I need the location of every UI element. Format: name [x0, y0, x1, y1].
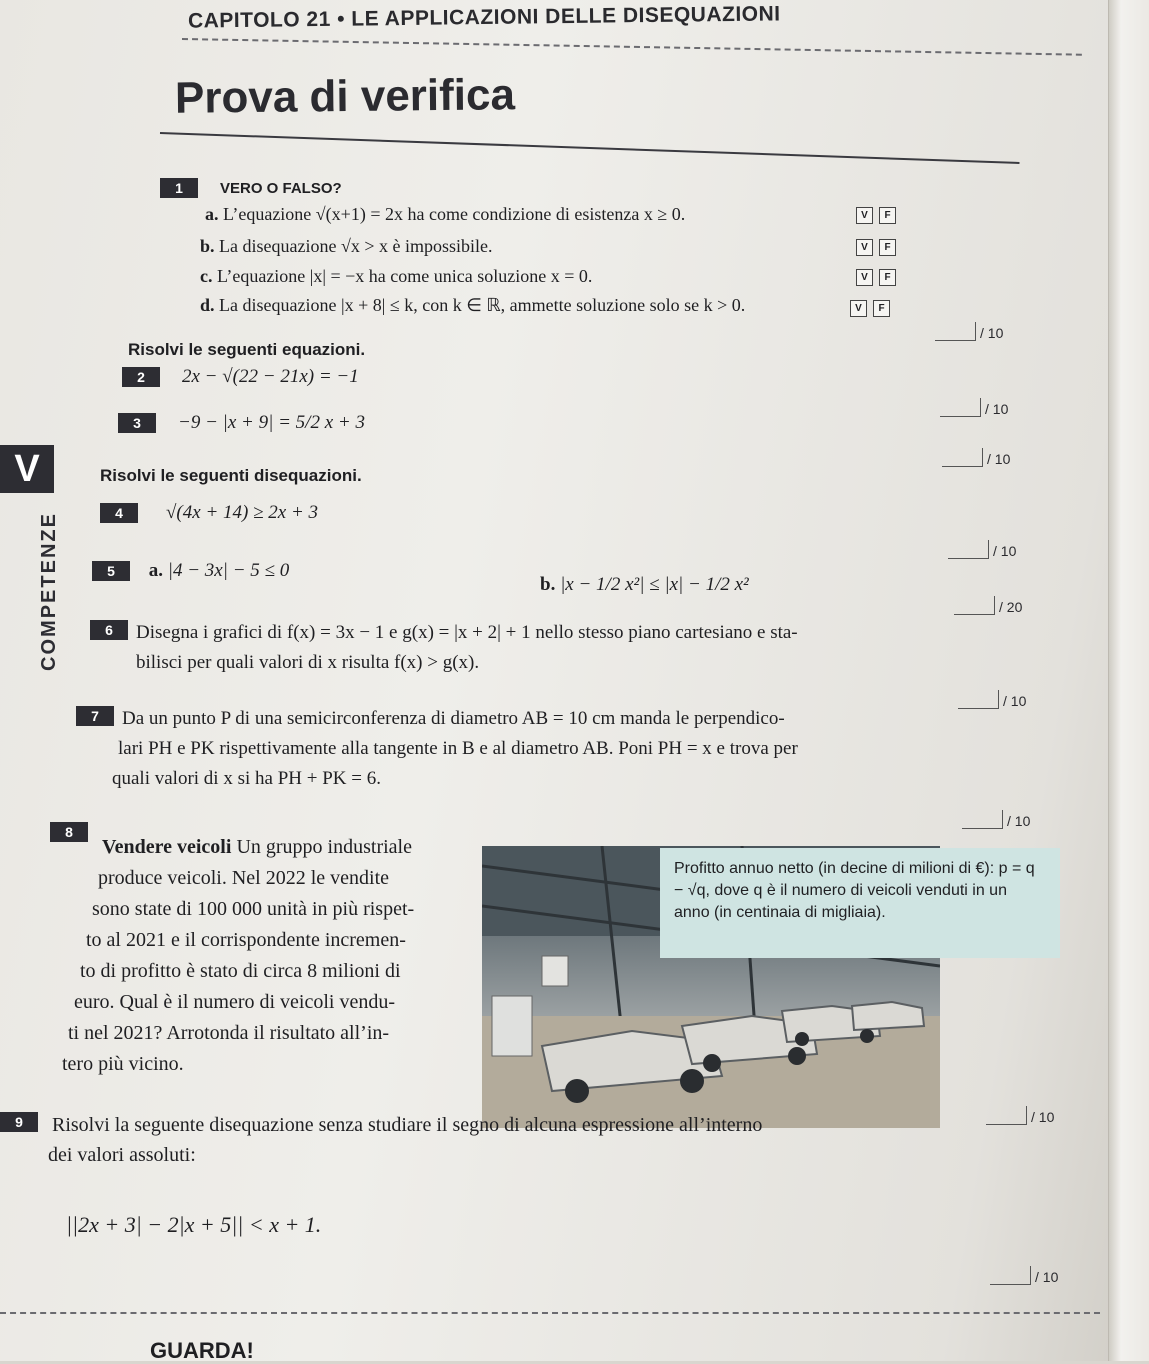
score-box[interactable] — [948, 540, 989, 559]
ex4-number: 4 — [100, 503, 138, 523]
ex3-score: / 10 — [942, 448, 1010, 467]
adjacent-page-edge — [1108, 0, 1149, 1361]
ex2 — [122, 366, 359, 388]
ex8-title: Vendere veicoli — [102, 836, 232, 858]
ex5-number: 5 — [92, 561, 130, 581]
header-divider — [182, 38, 1082, 56]
ex1-item-c: c. L’equazione |x| = −x ha come unica soluzione x = 0. — [200, 266, 593, 286]
ex5-score: / 20 — [954, 596, 1022, 615]
score-box[interactable] — [962, 810, 1003, 829]
ex4 — [100, 502, 318, 524]
ex9-number: 9 — [0, 1112, 38, 1132]
score-box[interactable] — [935, 322, 976, 341]
ex5-b-expression: |x − 1/2 x²| ≤ |x| − 1/2 x² — [560, 574, 749, 595]
ex3 — [118, 412, 365, 434]
false-checkbox[interactable]: F — [879, 207, 896, 224]
inequalities-heading: Risolvi le seguenti disequazioni. — [100, 466, 362, 485]
ex9-expression: ||2x + 3| − 2|x + 5|| < x + 1. — [66, 1212, 322, 1237]
ex5-b: b. |x − 1/2 x²| ≤ |x| − 1/2 x² — [540, 574, 749, 595]
ex6-text: Disegna i grafici di f(x) = 3x − 1 e g(x) = |x + 2| + 1 nello stesso piano cartesiano e sta- bilisci per quali valori di x risulta f(x) > g(x). — [136, 622, 798, 673]
ex1-item-d: d. La disequazione |x + 8| ≤ k, con k ∈ ℝ, ammette soluzione solo se k > 0. — [200, 295, 746, 315]
ex1-heading: VERO O FALSO? — [220, 180, 342, 197]
ex2-number: 2 — [122, 367, 160, 387]
false-checkbox[interactable]: F — [879, 239, 896, 256]
score-box[interactable] — [940, 398, 981, 417]
ex1-item-b: b. La disequazione √x > x è impossibile. — [200, 236, 493, 256]
score-box[interactable] — [942, 448, 983, 467]
ex4-expression: √(4x + 14) ≥ 2x + 3 — [166, 502, 319, 523]
true-checkbox[interactable]: V — [856, 269, 873, 286]
ex7-score: / 10 — [962, 810, 1030, 829]
false-checkbox[interactable]: F — [879, 269, 896, 286]
equations-heading: Risolvi le seguenti equazioni. — [128, 340, 366, 359]
ex2-score: / 10 — [940, 398, 1008, 417]
ex4-score: / 10 — [948, 540, 1016, 559]
chapter-header: CAPITOLO 21 • LE APPLICAZIONI DELLE DISEQUAZIONI — [187, 2, 781, 33]
ex1-c-vf — [856, 267, 902, 286]
ex8-text: Vendere veicoli Un gruppo industriale produce veicoli. Nel 2022 le vendite sono state di 100 000 unità in più rispet- to al 2021 e il corrispondente incremen- to di profitto è stato di circa 8 milioni di euro. Qual è il numero di veicoli vendu- ti nel 2021? Arrotonda il risultato all’in- tero più vicino. — [62, 836, 415, 1075]
ex6-number: 6 — [90, 620, 128, 640]
ex9-text: Risolvi la seguente disequazione senza studiare il segno di alcuna espressione all’interno dei valori assoluti: — [48, 1114, 763, 1166]
ex1-a-vf — [856, 205, 902, 224]
true-checkbox[interactable]: V — [856, 207, 873, 224]
score-box[interactable] — [954, 596, 995, 615]
title-underline — [160, 132, 1020, 164]
ex2-expression: 2x − √(22 − 21x) = −1 — [182, 366, 359, 387]
ex1-number: 1 — [160, 178, 198, 198]
section-side-label: COMPETENZE — [37, 512, 60, 671]
ex3-number: 3 — [118, 413, 156, 433]
ex1-d-vf — [850, 298, 896, 317]
score-box[interactable] — [986, 1106, 1027, 1125]
footer-divider — [0, 1312, 1100, 1314]
footer-guarda: GUARDA! — [150, 1338, 254, 1363]
true-checkbox[interactable]: V — [850, 300, 867, 317]
ex5-a-expression: |4 − 3x| − 5 ≤ 0 — [167, 560, 290, 581]
ex6-number-wrap — [90, 620, 128, 640]
ex1-score: / 10 — [935, 322, 1003, 341]
ex9-number-wrap — [0, 1112, 38, 1132]
score-box[interactable] — [958, 690, 999, 709]
ex8-caption: Profitto annuo netto (in decine di milioni di €): p = q − √q, dove q è il numero di veicoli venduti in un anno (in centinaia di migliaia). — [660, 848, 1060, 958]
score-box[interactable] — [990, 1266, 1031, 1285]
ex8-number: 8 — [50, 822, 88, 842]
ex7-number: 7 — [76, 706, 114, 726]
ex7-number-wrap — [76, 706, 114, 726]
ex8-score: / 10 — [986, 1106, 1054, 1125]
page-title: Prova di verifica — [174, 70, 516, 123]
ex1-header — [160, 178, 342, 198]
ex9-score: / 10 — [990, 1266, 1058, 1285]
section-tab: V — [0, 445, 54, 493]
ex1-item-a: a. L’equazione √(x+1) = 2x ha come condizione di esistenza x ≥ 0. — [205, 204, 686, 224]
ex7-text: Da un punto P di una semicirconferenza di diametro AB = 10 cm manda le perpendico- lari PH e PK rispettivamente alla tangente in B e al diametro AB. Poni PH = x e trova per quali valori di x si ha PH + PK = 6. — [112, 708, 798, 789]
true-checkbox[interactable]: V — [856, 239, 873, 256]
ex1-b-vf — [856, 237, 902, 256]
ex3-expression: −9 − |x + 9| = 5/2 x + 3 — [178, 412, 365, 433]
ex6-score: / 10 — [958, 690, 1026, 709]
ex5: 5 a. |4 − 3x| − 5 ≤ 0 — [92, 560, 289, 582]
false-checkbox[interactable]: F — [873, 300, 890, 317]
